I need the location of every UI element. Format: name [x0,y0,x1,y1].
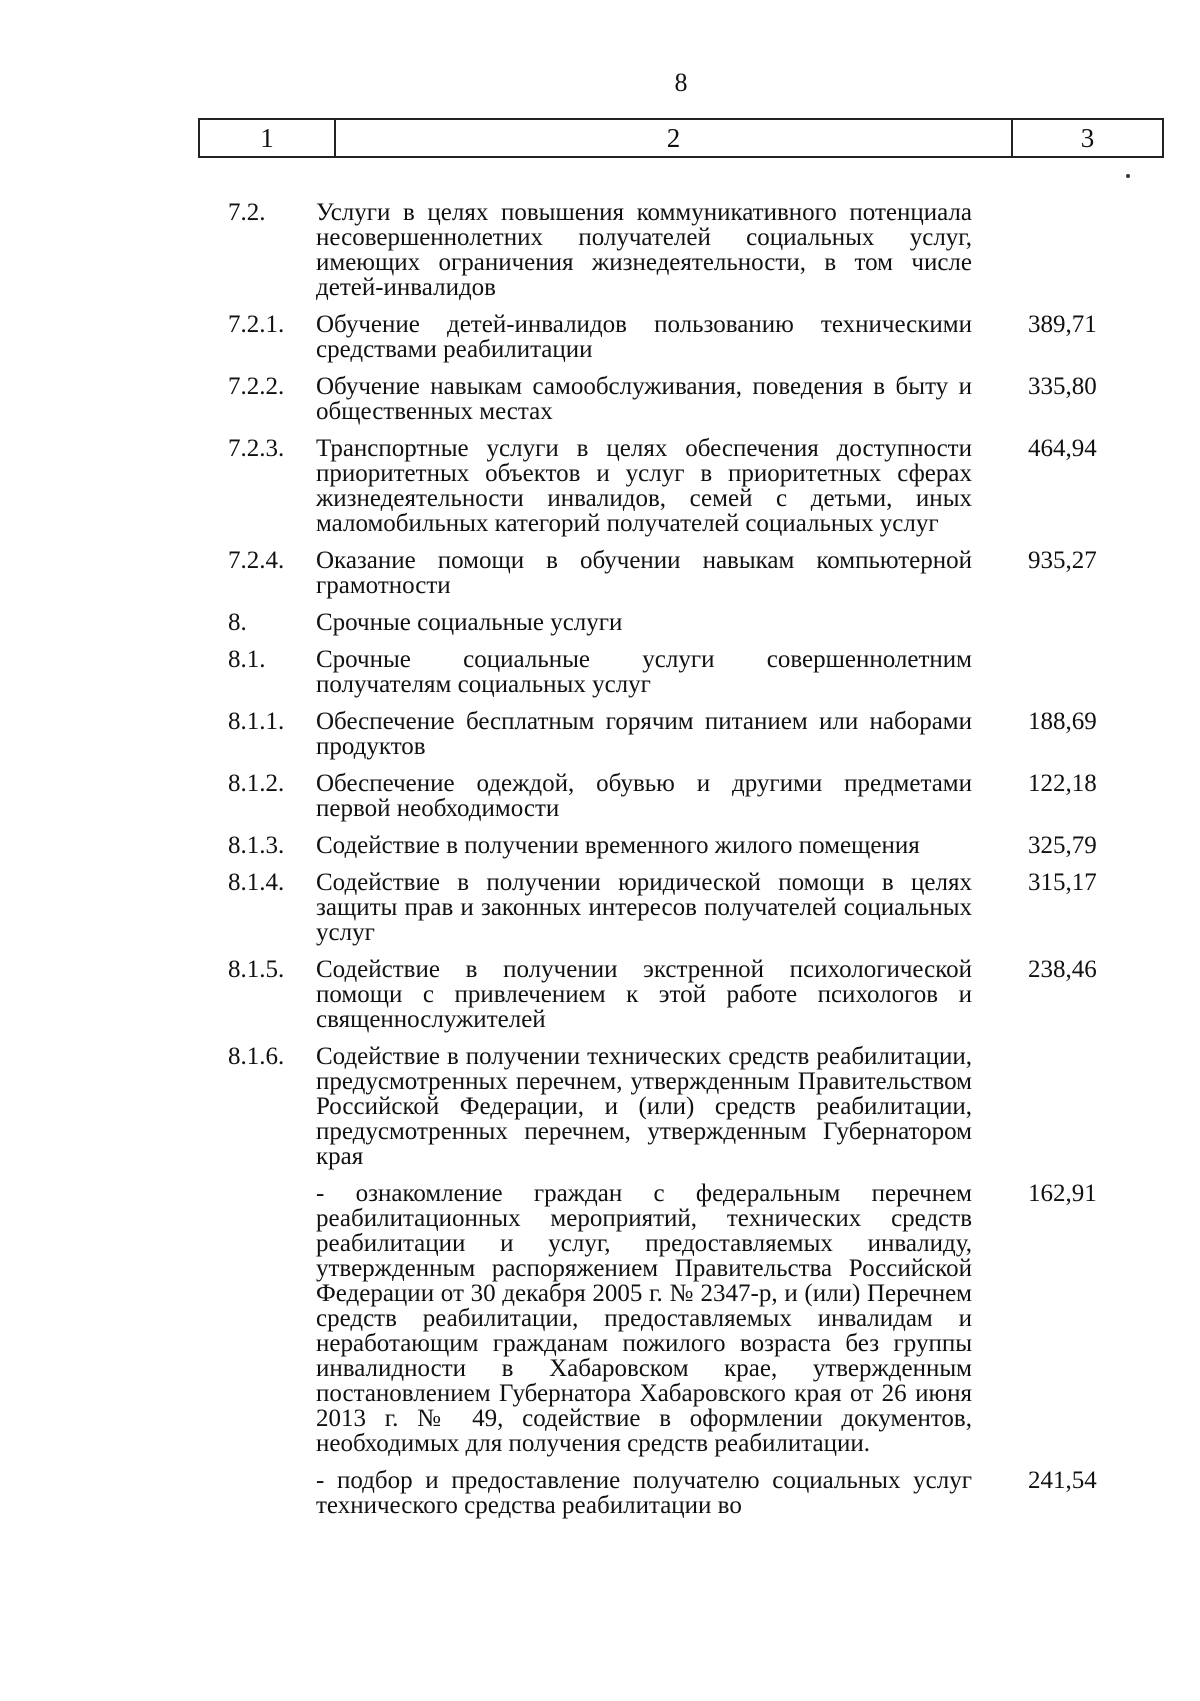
service-description: - подбор и предоставление получателю социальных услуг технического средства реабилитации во [316,1467,972,1519]
service-description: Услуги в целях повышения коммуникативного потенциала несовершеннолетних получателей социальных услуг, имеющих ограничения жизнедеятельности, в том числе детей-инвалидов [316,199,972,301]
service-number: 7.2.3. [228,435,285,462]
service-description: Содействие в получении технических средств реабилитации, предусмотренных перечнем, утвержденным Правительством Российской Федерации, и (или) средств реабилитации, предусмотренных перечнем, утвержденным Губернатором края [316,1043,972,1170]
service-list [0,200,1200,1530]
column-header-1: 1 [200,120,336,156]
stray-dot [1126,174,1130,178]
service-number [0,1468,316,1518]
service-description: - ознакомление граждан с федеральным перечнем реабилитационных мероприятий, технических средств реабилитации и услуг, предоставляемых инвалиду, утвержденным распоряжением Правительства Российской Федерации от 30 декабря 2005 г. № 2347-р, и (или) Перечнем средств реабилитации, предоставляемых инвалидам и неработающим гражданам пожилого возраста без группы инвалидности в Хабаровском крае, утвержденным постановлением Губернатора Хабаровского края от 26 июня 2013 г. № 49, содействие в оформлении документов, необходимых для получения средств реабилитации. [316,1180,972,1457]
service-price: 315,17 [1028,869,1097,896]
page-number: 8 [674,68,688,97]
service-price: 464,94 [1028,435,1097,462]
service-price: 188,69 [1028,708,1097,735]
service-description: Содействие в получении юридической помощи в целях защиты прав и законных интересов получателей социальных услуг [316,869,972,946]
service-number: 8.1.1. [228,708,285,735]
service-row [0,1044,1200,1169]
service-description: Обучение навыкам самообслуживания, поведения в быту и общественных местах [316,373,972,425]
service-row [0,200,1200,300]
service-price [972,610,1096,635]
service-price: 335,80 [1028,373,1097,400]
service-number: 8.1.4. [228,869,285,896]
service-number: 8.1.5. [228,956,285,983]
service-description: Транспортные услуги в целях обеспечения доступности приоритетных объектов и услуг в приоритетных сферах жизнедеятельности инвалидов, семей с детьми, иных маломобильных категорий получателей социальных услуг [316,435,972,537]
service-description: Срочные социальные услуги совершеннолетним получателям социальных услуг [316,646,972,698]
service-description: Обеспечение бесплатным горячим питанием или наборами продуктов [316,708,972,760]
service-price: 389,71 [1028,311,1097,338]
service-row [0,436,1200,536]
service-row [0,957,1200,1032]
service-number: 7.2.2. [228,373,285,400]
service-description: Срочные социальные услуги [316,609,623,636]
service-price [972,200,1096,300]
service-price: 935,27 [1028,547,1097,574]
service-row [0,709,1200,759]
service-description: Обеспечение одеждой, обувью и другими предметами первой необходимости [316,770,972,822]
service-row [0,833,1200,858]
service-number: 8. [228,609,247,636]
service-description: Обучение детей-инвалидов пользованию техническими средствами реабилитации [316,311,972,363]
service-price: 241,54 [1028,1467,1097,1494]
column-header-2: 2 [336,120,1013,156]
service-row [0,1181,1200,1456]
service-number: 7.2.1. [228,311,285,338]
service-price [972,647,1096,697]
service-price [972,1044,1096,1169]
service-description: Оказание помощи в обучении навыкам компьютерной грамотности [316,547,972,599]
service-row [0,647,1200,697]
service-number: 7.2.4. [228,547,285,574]
service-price: 325,79 [1028,832,1097,859]
service-number: 7.2. [228,199,266,226]
service-row [0,771,1200,821]
service-row [0,548,1200,598]
service-number: 8.1.6. [228,1043,285,1070]
service-price: 162,91 [1028,1180,1097,1207]
service-price: 238,46 [1028,956,1097,983]
service-row [0,1468,1200,1518]
column-header-3: 3 [1080,122,1095,153]
service-number: 8.1. [228,646,266,673]
service-number [0,1181,316,1456]
service-description: Содействие в получении временного жилого помещения [316,832,920,859]
service-number: 8.1.2. [228,770,285,797]
service-row [0,374,1200,424]
service-row [0,870,1200,945]
service-row [0,312,1200,362]
service-number: 8.1.3. [228,832,285,859]
service-row [0,610,1200,635]
service-price: 122,18 [1028,770,1097,797]
service-description: Содействие в получении экстренной психологической помощи с привлечением к этой работе психологов и священнослужителей [316,956,972,1033]
column-header-table [198,118,1164,158]
